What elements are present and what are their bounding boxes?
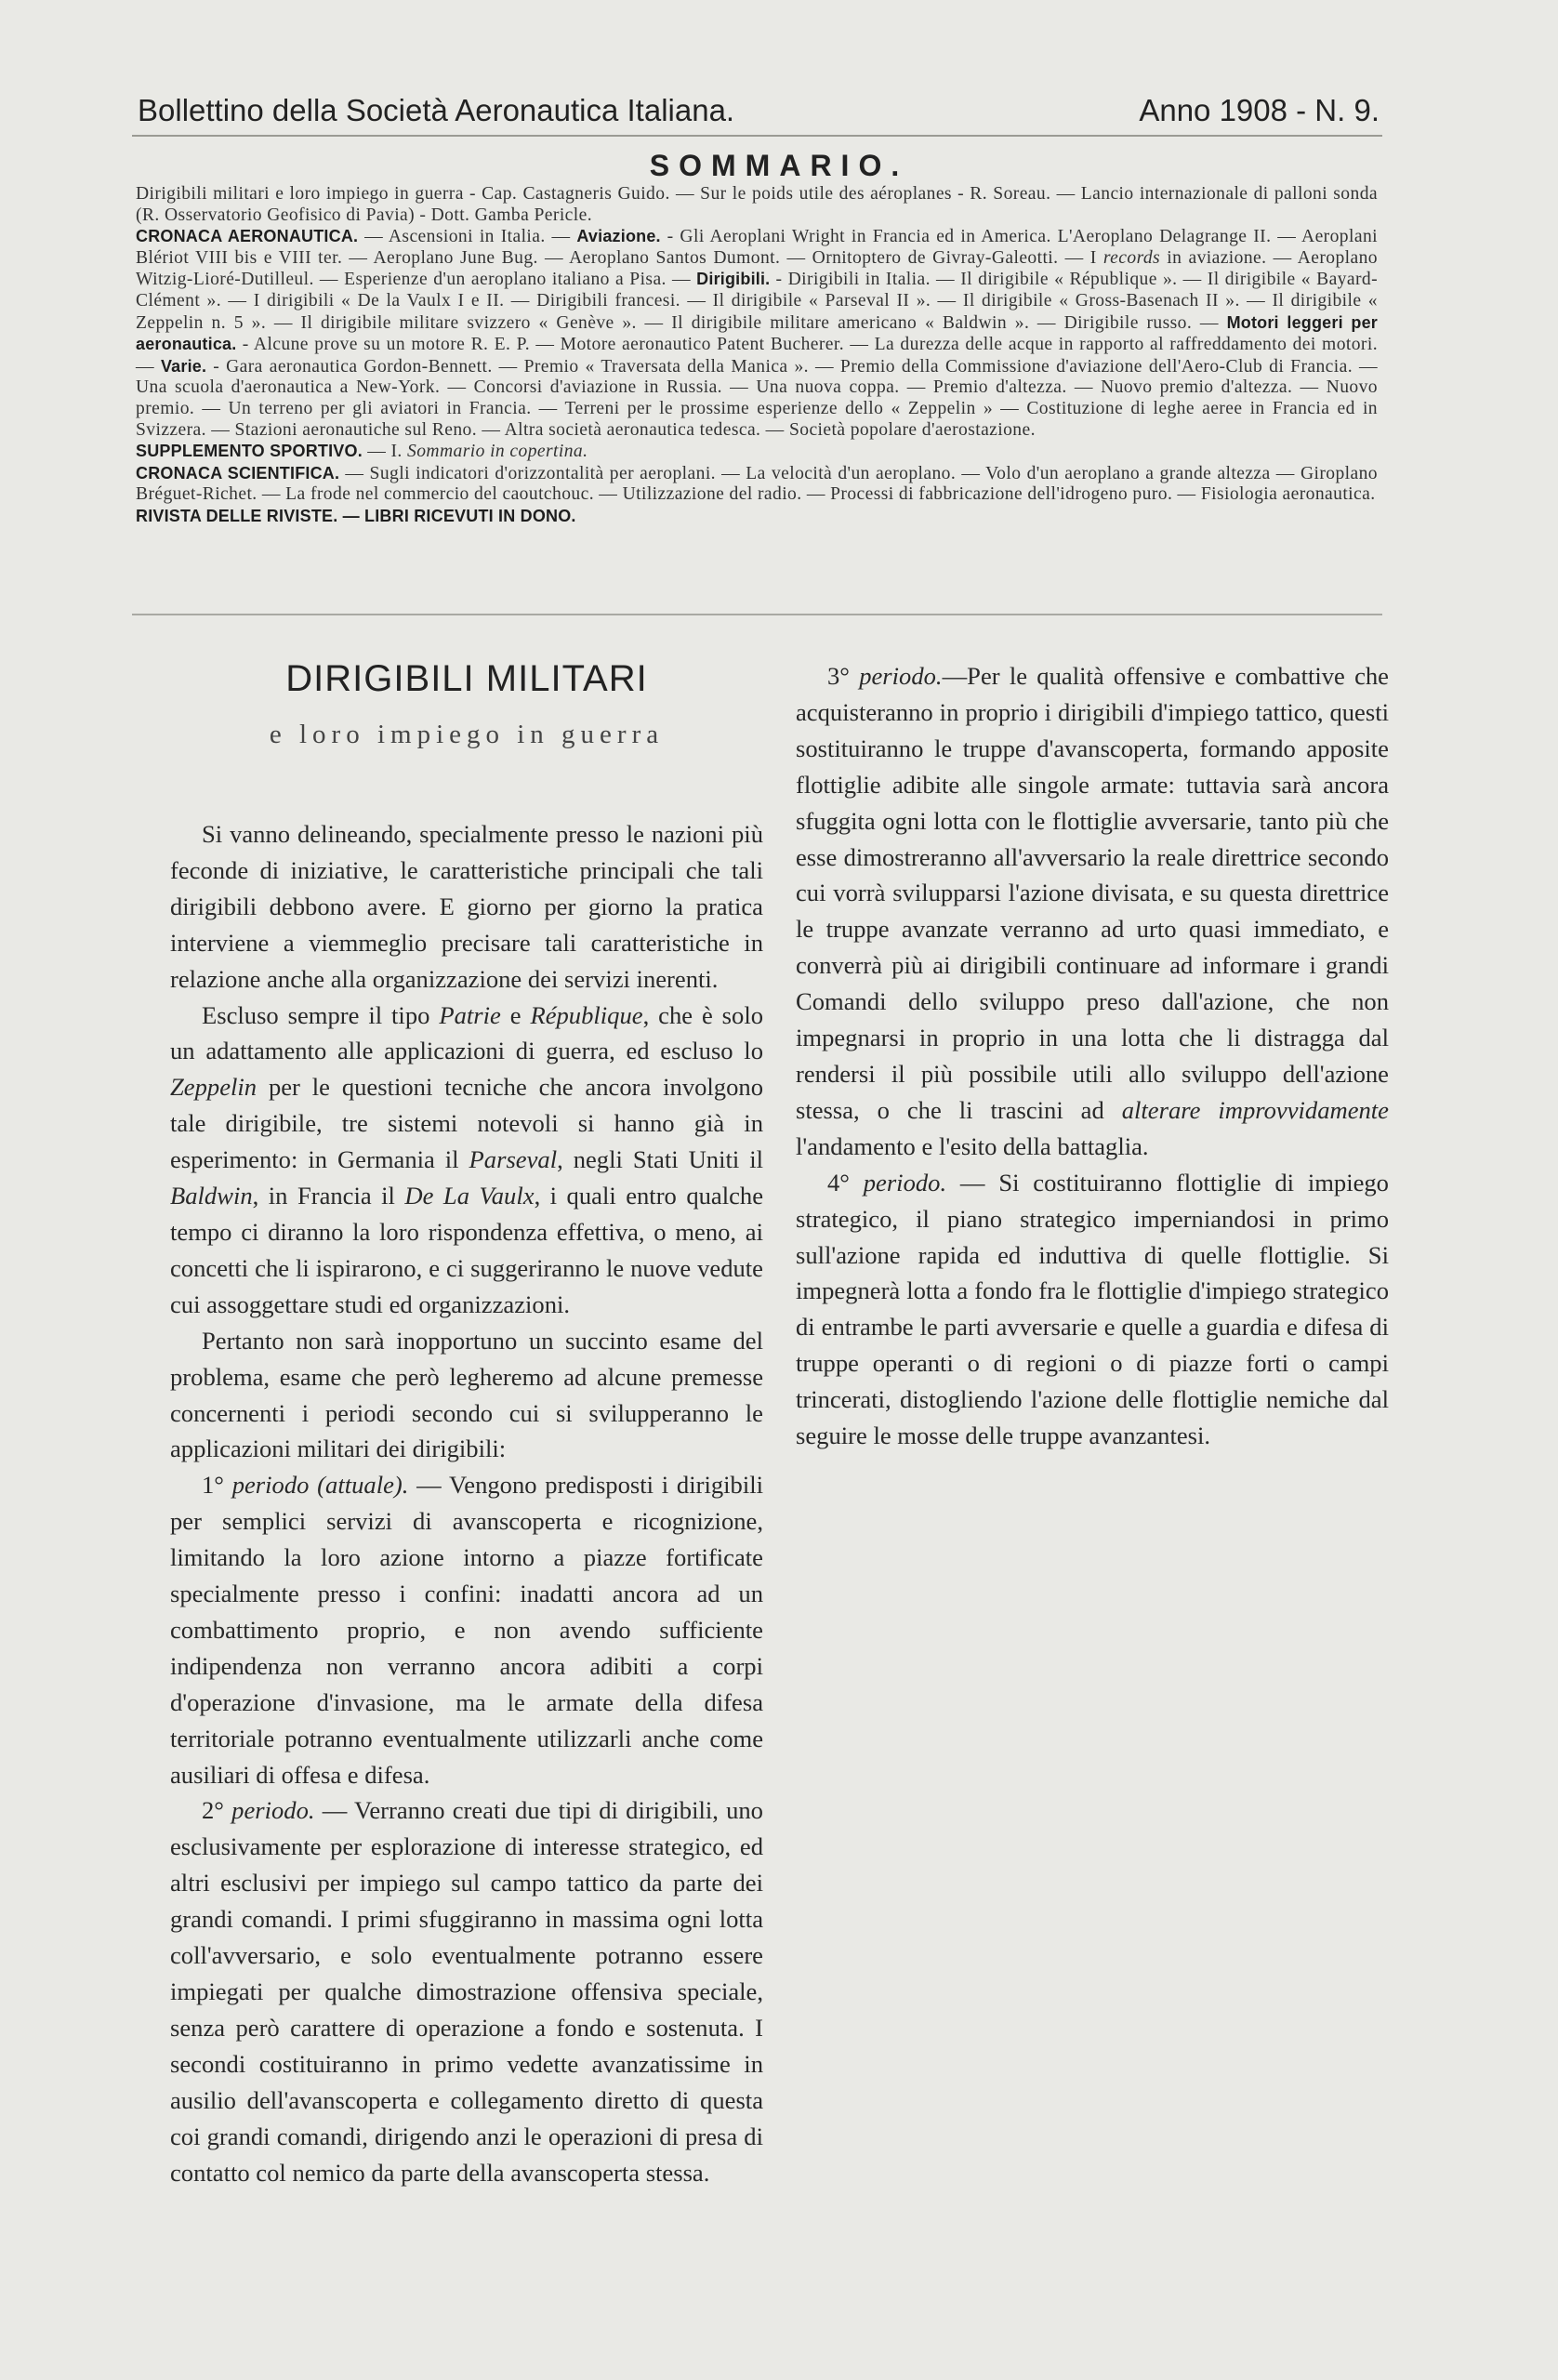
section-label-motori: Motori leggeri per aeronautica. [136,312,1378,354]
article-column-right [796,658,1389,1454]
p7-text: — Si costituiranno flottiglie di impiego strategico, il piano strategico imperniandosi in primo sull'azione rapida ed induttiva di quelle flottiglie. Si impegnerà lotta a fondo fra le flottiglie d'impiego strategico di entrambe le parti avversarie e quelle a guardia e difesa di truppe operanti o di regioni o di piazze forti o campi trincerati, distogliendo l'azione delle flottiglie nemiche dal seguire le mosse delle truppe avanzantesi. [796,1168,1389,1450]
article-title: DIRIGIBILI MILITARI [285,658,648,699]
section-divider [132,614,1382,615]
section-label-dirigibili: Dirigibili. [696,270,771,289]
p2-baldwin: Baldwin [170,1182,253,1210]
sommario-supplemento [136,441,1378,463]
sommario-scientifica [136,463,1378,506]
p2-zeppelin: Zeppelin [170,1073,257,1102]
p5-number: 2° [202,1796,232,1825]
section-label-cronaca: CRONACA AERONAUTICA. [136,227,359,246]
p6-italic: alterare improvvidamente [1121,1095,1389,1124]
p7-period-label: periodo. [863,1168,947,1197]
sommario-aviazione-text: - Gli Aeroplani Wright in Francia ed in America. L'Aeroplano Delagrange II. — Aeroplani Blériot VIII bis e VIII ter. — Aeroplano June Bug. — Aeroplano Santos Dumont. — Ornitoptero de Givray-Galeotti. — I [136,227,1378,268]
article-paragraph-7 [796,1165,1389,1454]
p6-text-2: l'andamento e l'esito della battaglia. [796,1131,1149,1160]
records-word: records [1102,247,1161,268]
section-label-varie: Varie. [160,356,207,376]
section-label-aviazione: Aviazione. [576,227,661,246]
journal-title: Bollettino della Società Aeronautica Italiana. [138,93,735,127]
sommario-cronaca-text: — Ascensioni in Italia. — [358,227,577,247]
p2-devaulx: De La Vaulx [404,1182,535,1210]
section-label-supplemento: SUPPLEMENTO SPORTIVO. [136,442,363,461]
p6-number: 3° [827,662,860,690]
article-paragraph-6 [796,658,1389,1165]
p5-text: — Verranno creati due tipi di dirigibili, uno esclusivamente per esplorazione di interesse strategico, ed altri esclusivi per impiego sul campo tattico da parte dei grandi comandi. I primi sfuggiranno in massima ogni lotta coll'avversario, e solo eventualmente potranno essere impiegati per qualche dimostrazione offensiva speciale, senza però carattere di operazione a fondo e sostenuta. I secondi costituiranno in primo vedette avanzatissime in ausilio dell'avanscoperta e collegamento diretto di questa coi grandi comandi, dirigendo anzi le operazioni di presa di contatto col nemico da parte della avanscoperta stessa. [170,1796,763,2187]
sommario-supplemento-italic: Sommario in copertina. [407,442,588,462]
p7-number: 4° [827,1168,864,1197]
p2-text-f: , in Francia il [252,1182,405,1210]
running-header [138,93,1380,134]
p6-period-label: periodo. [859,662,943,690]
sommario-dirigibili-text: - Dirigibili in Italia. — Il dirigibile « République ». — Il dirigibile « Bayard-Clément ». — I dirigibili « De la Vaulx I e II. — Dirigibili francesi. — Il dirigibile « Parseval II ». — Il dirigibile « Gross-Basenach II ». — Il dirigibile « Zeppelin n. 5 ». — Il dirigibile militare svizzero « Genève ». — Il dirigibile militare americano « Baldwin ». — Dirigibile russo. — [136,270,1378,333]
p4-number: 1° [202,1471,232,1500]
p4-period-label: periodo (attuale). [231,1471,409,1500]
p2-text-a: Escluso sempre il tipo [202,1000,440,1029]
sommario-scientifica-text: — Sugli indicatori d'orizzontalità per aeroplani. — La velocità d'un aeroplano. — Volo d'un aeroplano a grande altezza — Giroplano Bréguet-Richet. — La frode nel commercio del caoutchouc. — Utilizzazione del radio. — Processi di fabbricazione dell'idrogeno puro. — Fisiologia aeronautica. [136,463,1378,505]
p2-parseval: Parseval [469,1145,558,1174]
p4-text: — Vengono predisposti i dirigibili per semplici servizi di avanscoperta e ricognizione, limitando la loro azione intorno a piazze fortificate specialmente presso i confini: inadatti ancora ad un combattimento proprio, e non avendo sufficiente indipendenza non verranno ancora adibiti a corpi d'operazione d'invasione, ma le armate della difesa territoriale potranno eventualmente utilizzarli anche come ausiliari di offesa e difesa. [170,1471,763,1789]
sommario-body [136,184,1378,528]
p2-republique: République [530,1000,643,1029]
header-rule [132,135,1382,137]
sommario-aviazione-text-2: in aviazione. — Aeroplano Witzig-Lioré-Dutilleul. — Esperienze d'un aeroplano italiano a Pisa. — [136,247,1378,290]
section-label-scientifica: CRONACA SCIENTIFICA. [136,463,340,483]
article-paragraph-1: Si vanno delineando, specialmente presso le nazioni più feconde di iniziative, le caratteristiche principali che tali dirigibili debbono avere. E giorno per giorno la pratica interviene a viemmeglio precisare tali caratteristiche in relazione anche alla organizzazione dei servizi inerenti. [170,820,763,993]
p2-text-b: e [500,1000,531,1029]
sommario-varie-text: - Gara aeronautica Gordon-Bennett. — Premio « Traversata della Manica ». — Premio della Commissione d'aviazione dell'Aero-Club di Francia. — Una scuola d'aeronautica a New-York. — Concorsi d'aviazione in Russia. — Una nuova coppa. — Premio d'altezza. — Nuovo premio d'altezza. — Nuovo premio. — Un terreno per gli aviatori in Francia. — Terreni per le prossime esperienze dello « Zeppelin » — Costituzione di leghe aeree in Francia ed in Svizzera. — Stazioni aeronautiche sul Reno. — Altra società aeronautica tedesca. — Società popolare d'aerostazione. [136,356,1378,440]
sommario-supplemento-text: — I. [362,442,408,462]
article-paragraph-4 [170,1467,763,1792]
p5-period-label: periodo. [231,1796,315,1825]
sommario-rivista [136,506,1378,528]
sommario-heading: SOMMARIO. [649,149,909,182]
article-paragraph-2 [170,998,763,1323]
issue-number: Anno 1908 - N. 9. [1139,93,1380,127]
p2-text-g: , i quali entro qualche tempo ci diranno la loro rispondenza effettiva, o meno, ai concetti che li ispirarono, e ci suggeriranno le nuove vedute cui assoggettare studi ed organizzazioni. [170,1182,764,1318]
article-subtitle: e loro impiego in guerra [269,720,665,749]
p2-text-e: , negli Stati Uniti il [557,1145,763,1174]
sommario-articles-text: Dirigibili militari e loro impiego in guerra - Cap. Castagneris Guido. — Sur le poids utile des aéroplanes - R. Soreau. — Lancio internazionale di palloni sonda (R. Osservatorio Geofisico di Pavia) - Dott. Gamba Pericle. [136,184,1378,225]
article-paragraph-3: Pertanto non sarà inopportuno un succinto esame del problema, esame che però legheremo ad alcune premesse concernenti i periodi secondo cui si svilupperanno le applicazioni militari dei dirigibili: [170,1326,763,1463]
p2-text-c: , che è solo un adattamento alle applicazioni di guerra, ed escluso lo [170,1000,764,1065]
p2-patrie: Patrie [439,1000,501,1029]
sommario-motori-text: - Alcune prove su un motore R. E. P. — Motore aeronautico Patent Bucherer. — La durezza delle acque in rapporto al raffreddamento dei motori. — [136,335,1378,377]
p2-text-d: per le questioni tecniche che ancora involgono tale dirigibile, tre sistemi notevoli si hanno già in esperimento: in Germania il [170,1073,763,1174]
p6-text-1: —Per le qualità offensive e combattive che acquisteranno in proprio i dirigibili d'impiego tattico, questi sostituiranno le truppe d'avanscoperta, formando apposite flottiglie adibite alle singole armate: tuttavia sarà ancora sfuggita ogni lotta con le flottiglie avversarie, tanto più che esse dimostreranno all'avversario la reale direttrice secondo cui vorrà svilupparsi l'azione divisata, e su questa direttrice le truppe avanzate verranno ad urto quasi immediato, e converrà più ai dirigibili continuare ad informare i grandi Comandi dello sviluppo preso dall'azione, che non impegnarsi in proprio in una lotta che li distragga dal rendersi il più possibile utili allo sviluppo dell'azione stessa, o che li trascini ad [796,662,1389,1124]
sommario-articles [136,184,1378,226]
section-label-rivista: RIVISTA DELLE RIVISTE. — LIBRI RICEVUTI IN DONO. [136,506,576,525]
sommario-cronaca [136,226,1378,441]
article-column-left [170,816,763,2190]
article-paragraph-5 [170,1792,763,2190]
